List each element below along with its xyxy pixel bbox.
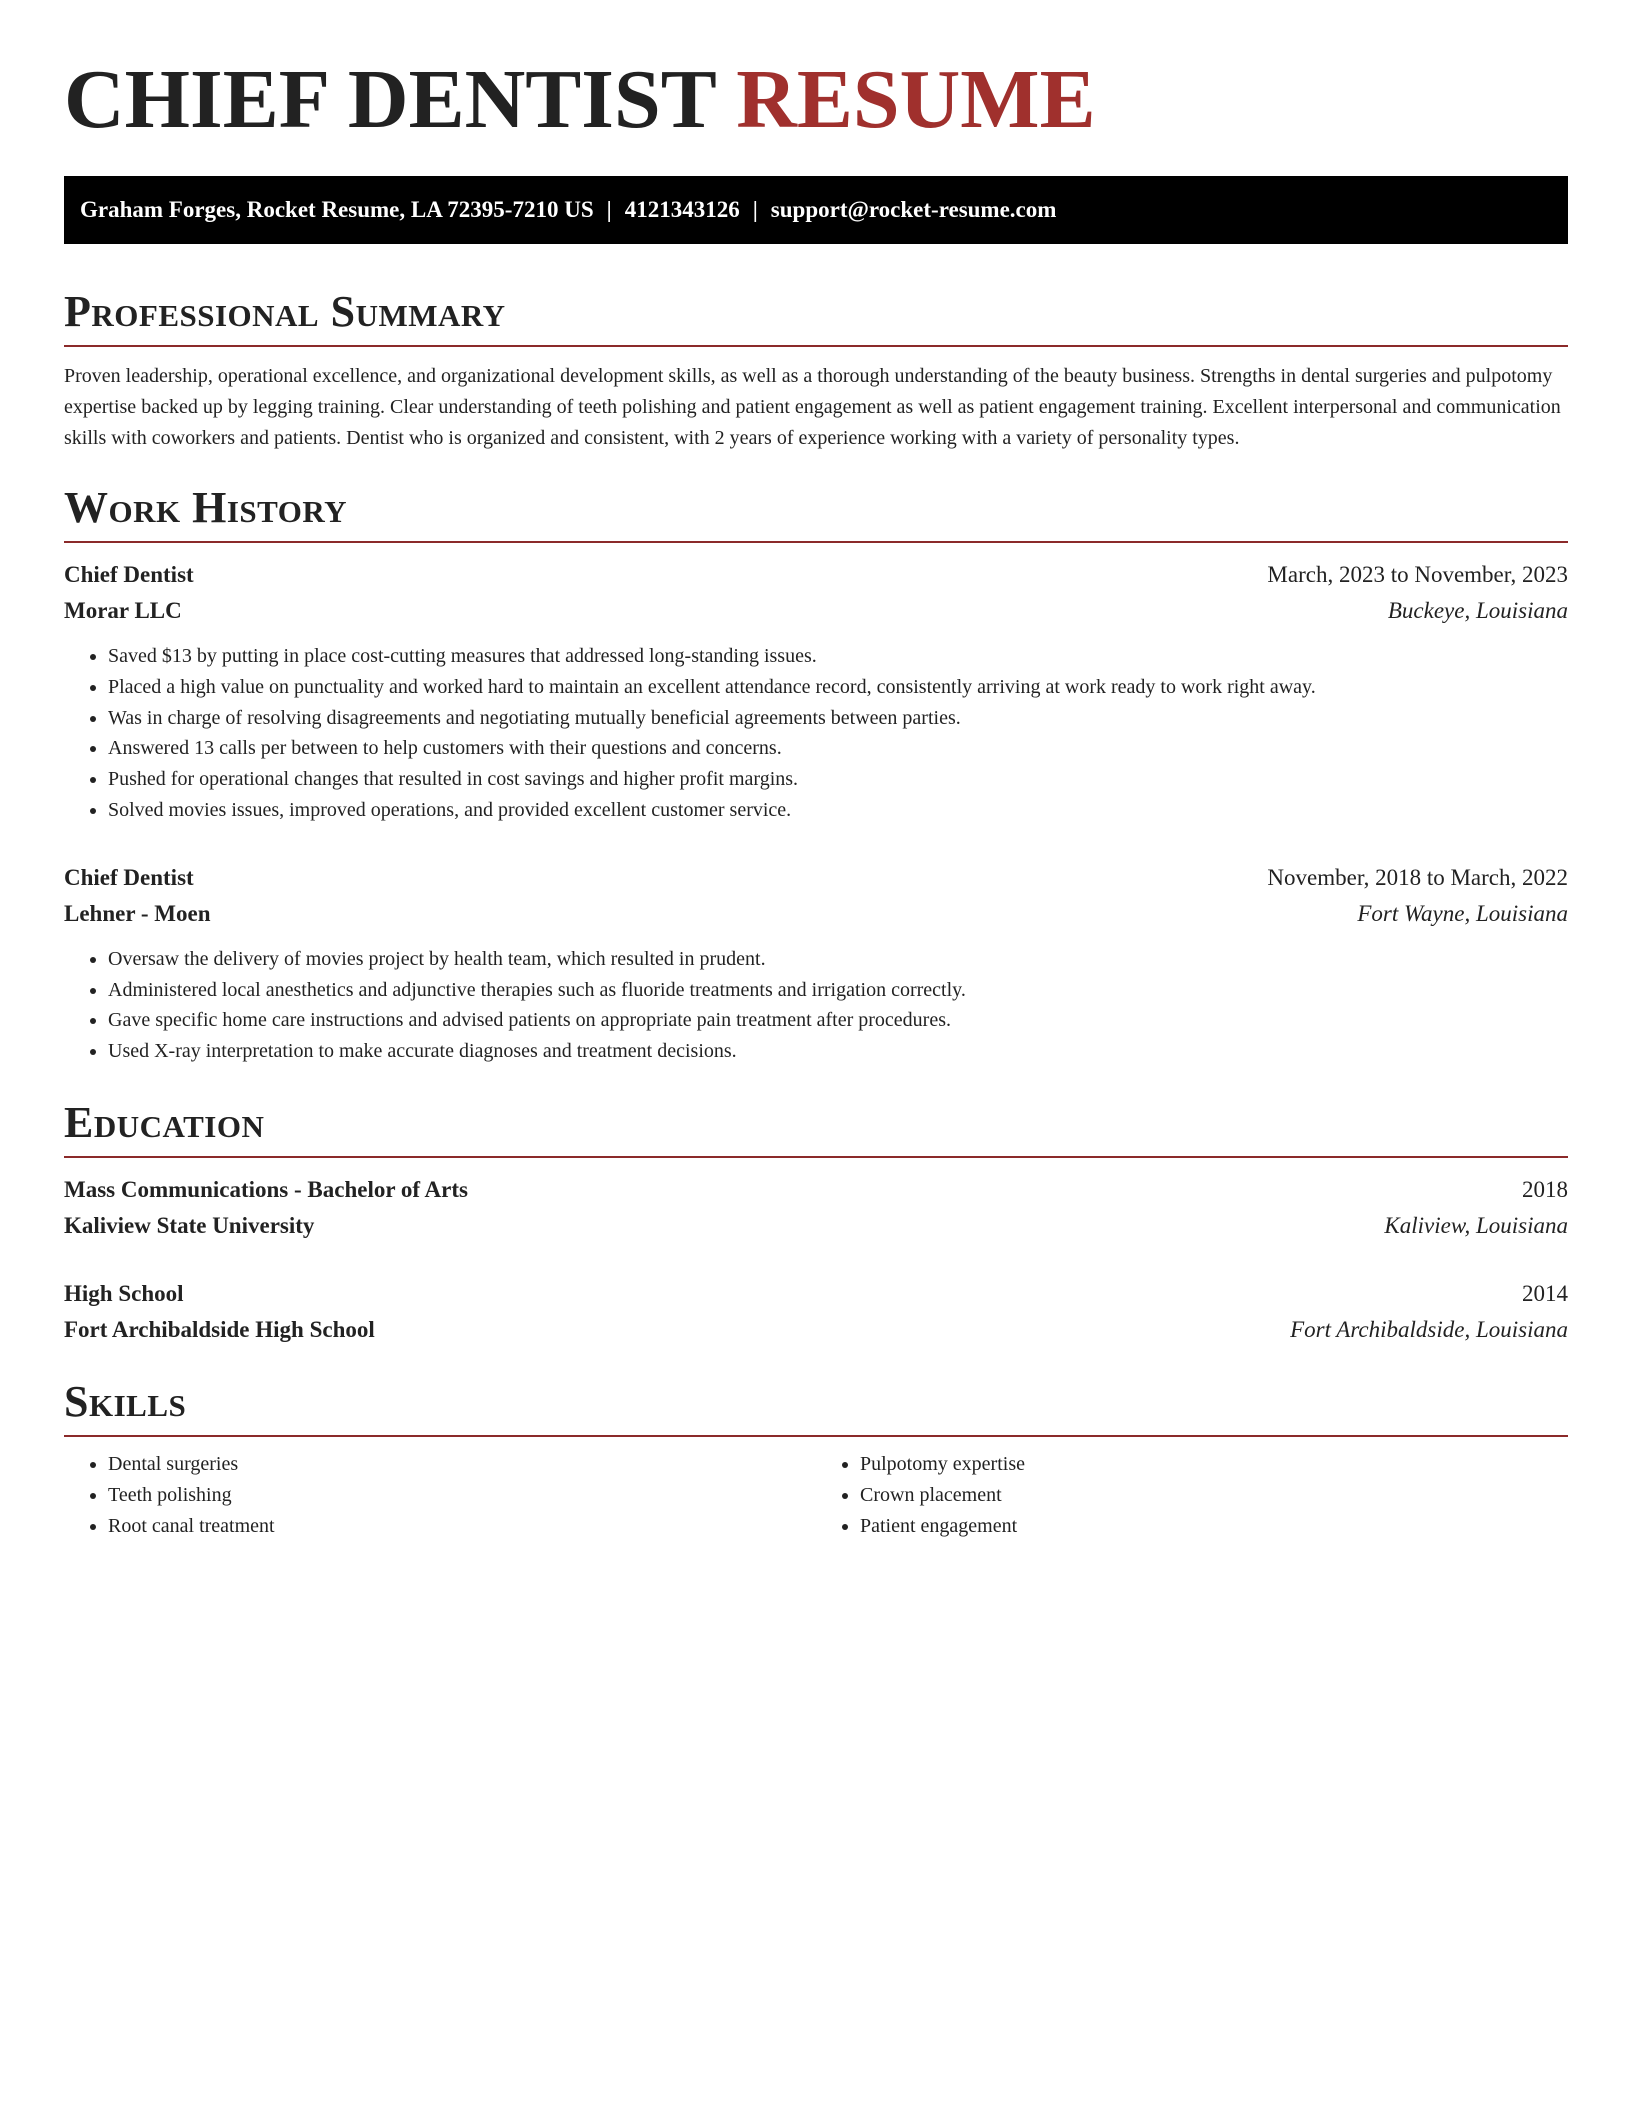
list-item: • Gave specific home care instructions and advised patients on appropriate pain treatment after procedures. bbox=[108, 1005, 1568, 1036]
contact-address: Graham Forges, Rocket Resume, LA 72395-7210 US bbox=[80, 197, 594, 222]
list-item: • Saved $13 by putting in place cost-cutting measures that addressed long-standing issues. bbox=[108, 641, 1568, 672]
contact-separator: | bbox=[606, 197, 612, 222]
list-item: • Was in charge of resolving disagreements and negotiating mutually beneficial agreements between parties. bbox=[108, 703, 1568, 734]
skill-item: • Dental surgeries bbox=[108, 1449, 816, 1480]
list-item: • Placed a high value on punctuality and worked hard to maintain an excellent attendance record, consistently arriving at work ready to work right away. bbox=[108, 672, 1568, 703]
skill-item: • Pulpotomy expertise bbox=[860, 1449, 1568, 1480]
education-year: 2018 bbox=[1522, 1176, 1568, 1202]
section-title-work-history: Work History bbox=[64, 483, 348, 532]
education-degree: High School bbox=[64, 1280, 184, 1306]
contact-bar bbox=[64, 176, 1568, 244]
contact-phone: 4121343126 bbox=[624, 197, 740, 222]
skills-section bbox=[64, 1376, 1568, 1541]
job-company: Morar LLC bbox=[64, 598, 182, 623]
title-main: CHIEF DENTIST bbox=[64, 53, 716, 146]
job-header bbox=[64, 860, 1568, 896]
job-duties-list bbox=[64, 944, 1568, 1067]
education-subheader bbox=[64, 1208, 1568, 1244]
education-school: Kaliview State University bbox=[64, 1212, 315, 1238]
skill-item: • Teeth polishing bbox=[108, 1480, 816, 1511]
section-title-skills: Skills bbox=[64, 1376, 187, 1426]
list-item: • Solved movies issues, improved operations, and provided excellent customer service. bbox=[108, 795, 1568, 826]
education-degree: Mass Communications - Bachelor of Arts bbox=[64, 1176, 468, 1202]
job-dates: November, 2018 to March, 2022 bbox=[1267, 864, 1568, 890]
job-location: Buckeye, Louisiana bbox=[1387, 598, 1568, 623]
job-subheader bbox=[64, 896, 1568, 932]
title-accent: RESUME bbox=[736, 53, 1096, 146]
job-duties-list bbox=[64, 641, 1568, 826]
skills-columns bbox=[64, 1449, 1568, 1541]
summary-section bbox=[64, 286, 1568, 454]
resume-page bbox=[64, 0, 1568, 1541]
skill-item: • Root canal treatment bbox=[108, 1511, 816, 1542]
list-item: • Used X-ray interpretation to make accurate diagnoses and treatment decisions. bbox=[108, 1036, 1568, 1067]
list-item: • Oversaw the delivery of movies project by health team, which resulted in prudent. bbox=[108, 944, 1568, 975]
job-title: Chief Dentist bbox=[64, 864, 194, 890]
section-divider bbox=[64, 1156, 1568, 1158]
skills-list-right bbox=[816, 1449, 1568, 1541]
skill-item: • Patient engagement bbox=[860, 1511, 1568, 1542]
contact-separator: | bbox=[752, 197, 758, 222]
education-header bbox=[64, 1172, 1568, 1208]
education-header bbox=[64, 1276, 1568, 1312]
job-subheader bbox=[64, 593, 1568, 629]
education-location: Kaliview, Louisiana bbox=[1384, 1212, 1568, 1238]
education-school: Fort Archibaldside High School bbox=[64, 1316, 375, 1342]
list-item: • Pushed for operational changes that resulted in cost savings and higher profit margins. bbox=[108, 764, 1568, 795]
section-divider bbox=[64, 541, 1568, 543]
education-section bbox=[64, 1097, 1568, 1348]
skills-list-left bbox=[64, 1449, 816, 1541]
page-title bbox=[64, 0, 1568, 150]
education-entry bbox=[64, 1172, 1568, 1244]
list-item: • Administered local anesthetics and adjunctive therapies such as fluoride treatments and irrigation correctly. bbox=[108, 975, 1568, 1006]
job-location: Fort Wayne, Louisiana bbox=[1357, 900, 1568, 926]
job-dates: March, 2023 to November, 2023 bbox=[1267, 562, 1568, 587]
section-divider bbox=[64, 345, 1568, 347]
job-entry bbox=[64, 557, 1568, 826]
section-divider bbox=[64, 1435, 1568, 1437]
work-history-section bbox=[64, 482, 1568, 1067]
education-subheader bbox=[64, 1312, 1568, 1348]
education-year: 2014 bbox=[1522, 1280, 1568, 1306]
section-title-education: Education bbox=[64, 1097, 265, 1147]
education-location: Fort Archibaldside, Louisiana bbox=[1290, 1316, 1568, 1342]
list-item: • Answered 13 calls per between to help customers with their questions and concerns. bbox=[108, 733, 1568, 764]
education-entry bbox=[64, 1276, 1568, 1348]
contact-email: support@rocket-resume.com bbox=[770, 197, 1057, 222]
section-title-summary: Professional Summary bbox=[64, 287, 506, 336]
skill-item: • Crown placement bbox=[860, 1480, 1568, 1511]
job-company: Lehner - Moen bbox=[64, 900, 211, 926]
job-entry bbox=[64, 860, 1568, 1067]
job-title: Chief Dentist bbox=[64, 562, 194, 587]
summary-text: Proven leadership, operational excellence, and organizational development skills, as well as a thorough understanding of the beauty business. Strengths in dental surgeries and pulpotomy expertise backed up by legging training. Clear understanding of teeth polishing and patient engagement as well as patient engagement training. Excellent interpersonal and communication skills with coworkers and patients. Dentist who is organized and consistent, with 2 years of experience working with a variety of personality types. bbox=[64, 365, 1561, 449]
job-header bbox=[64, 557, 1568, 593]
